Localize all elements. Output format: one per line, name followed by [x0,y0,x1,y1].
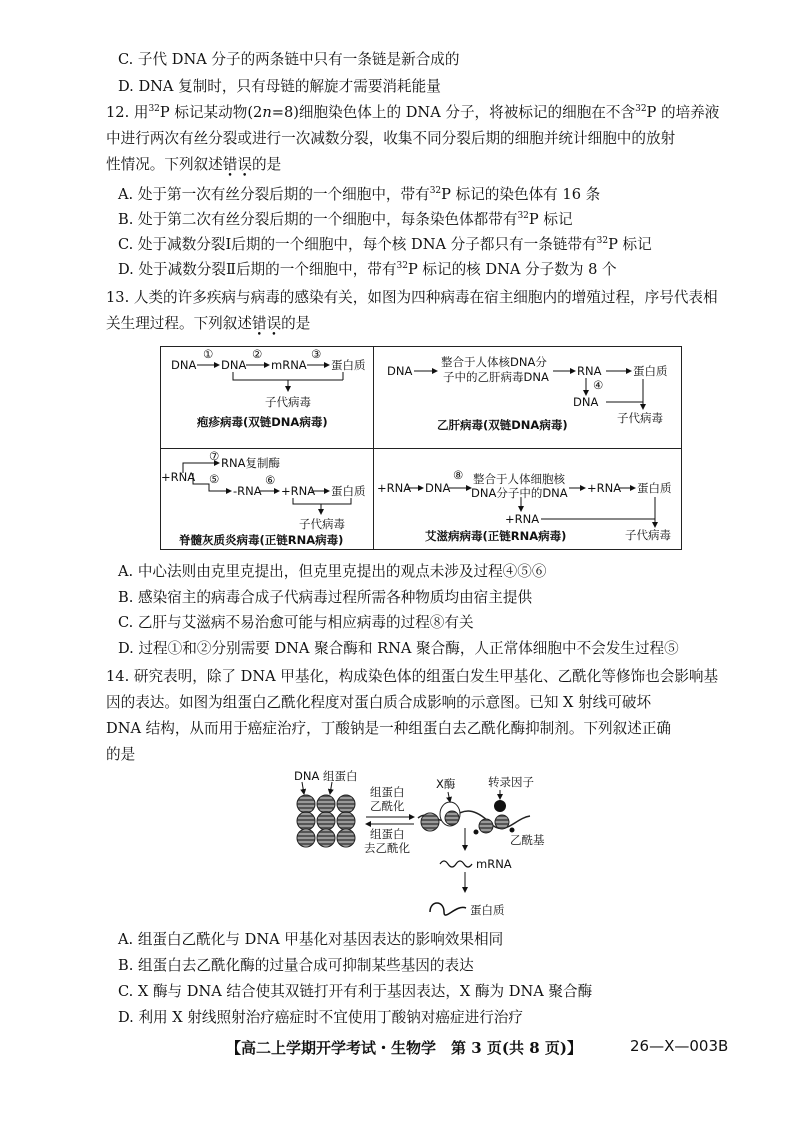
q12-text: C. 处于减数分裂Ⅰ后期的一个细胞中，每个核 DNA 分子都只有一条链带有 [118,236,597,253]
q13-text: 的是 [281,315,311,332]
q13-option-a: A. 中心法则由克里克提出，但克里克提出的观点未涉及过程④⑤⑥ [118,563,547,580]
arrow [233,372,343,380]
q14-stem-line1: 14. 研究表明，除了 DNA 甲基化，构成染色体的组蛋白发生甲基化、乙酰化等修饰也会影响基 [106,668,719,685]
superscript: 32 [429,186,442,196]
q13-option-b: B. 感染宿主的病毒合成子代病毒过程所需各种物质均由宿主提供 [118,589,533,606]
nucleosome-cluster [297,795,355,847]
q12-stem-line1 [106,103,719,123]
q12-text: A. 处于第一次有丝分裂后期的一个细胞中，带有 [118,186,430,203]
diagram-arrows [161,347,683,551]
label-mrna: mRNA [476,857,512,871]
hbv-integrate-2: 子中的乙肝病毒DNA [443,370,549,384]
hiv-plus-rna: +RNA [377,481,412,495]
label-deacetylation-2: 去乙酰化 [364,841,410,855]
q14-option-c: C. X 酶与 DNA 结合使其双链打开有利于基因表达，X 酶为 DNA 聚合酶 [118,983,593,1000]
q12-text: P 标记的染色体有 16 条 [441,186,601,203]
q12-stem-line2: 中进行两次有丝分裂或进行一次减数分裂，收集不同分裂后期的细胞并统计细胞中的放射 [106,130,676,147]
hiv-plus-rna-2: +RNA [587,481,622,495]
label-x-enzyme: X酶 [436,777,456,791]
hiv-integrate-2: DNA分子中的DNA [471,486,568,500]
superscript: 32 [396,261,408,271]
q12-text: P 的培养液 [646,104,720,121]
superscript: 32 [596,236,609,246]
herpes-protein: 蛋白质 [331,358,366,372]
q12-stem-line3 [106,155,281,175]
step-6-label: ⑥ [265,473,276,487]
hiv-integrate-1: 整合于人体细胞核 [473,472,565,486]
superscript: 32 [635,104,647,114]
label-acetylation-2: 乙酰化 [370,799,405,813]
q13-option-c: C. 乙肝与艾滋病不易治愈可能与相应病毒的过程⑧有关 [118,614,474,631]
step-4-label: ④ [593,378,604,392]
q12-option-d [118,260,617,280]
q12-option-c [118,235,652,255]
q12-text: =8)细胞染色体上的 DNA 分子，将被标记的细胞在不含 [271,104,636,121]
hiv-plus-rna-3: +RNA [505,512,540,526]
histone-figure [290,768,550,918]
step-7-label: ⑦ [209,449,220,463]
q12-text: P 标记 [608,236,652,253]
step-5-label: ⑤ [209,472,220,486]
herpes-child-virus: 子代病毒 [265,395,311,409]
q11-option-c: C. 子代 DNA 分子的两条链中只有一条链是新合成的 [118,51,460,68]
q11-option-d: D. DNA 复制时，只有母链的解旋才需要消耗能量 [118,78,441,95]
step-3-label: ③ [311,347,322,361]
q12-option-b [118,210,573,230]
herpes-dna1: DNA [171,358,197,372]
q12-text: P 标记的核 DNA 分子数为 8 个 [407,261,617,278]
emphasis-char: 错 [222,156,238,173]
hbv-dna2: DNA [573,395,599,409]
step-1-label: ① [203,347,214,361]
arrow [606,379,643,402]
page-footer-label: 【高二上学期开学考试・生物学 第 3 页(共 8 页)】 [226,1039,582,1057]
label-transcription-factor: 转录因子 [488,775,534,789]
hiv-dna: DNA [425,481,451,495]
polio-rna-replicase: RNA复制酶 [221,456,280,470]
q12-text: P 标记某动物(2 [159,104,263,121]
hbv-caption: 乙肝病毒(双链DNA病毒) [437,418,568,432]
open-chromatin [418,800,530,835]
q12-option-a [118,185,600,205]
hbv-protein: 蛋白质 [633,364,668,378]
q12-text: 性情况。下列叙述 [106,156,223,173]
step-2-label: ② [252,347,263,361]
label-dna-histone: DNA 组蛋白 [294,769,358,783]
exam-code: 26—X—003B [630,1037,729,1055]
q14-option-d: D. 利用 X 射线照射治疗癌症时不宜使用丁酸钠对癌症进行治疗 [118,1009,523,1026]
hiv-caption: 艾滋病病毒(正链RNA病毒) [425,529,567,543]
q14-stem-line4: 的是 [106,746,136,763]
label-acetyl-group: 乙酰基 [510,833,545,847]
q12-text: 12. 用 [106,104,149,121]
superscript: 32 [148,104,160,114]
virus-diagram [160,346,682,550]
hbv-dna: DNA [387,364,413,378]
q13-text: 关生理过程。下列叙述 [106,315,252,332]
q12-italic-n: n [262,104,272,121]
q13-option-d: D. 过程①和②分别需要 DNA 聚合酶和 RNA 聚合酶，人正常体细胞中不会发生过程⑤ [118,640,679,657]
q14-stem-line3: DNA 结构，从而用于癌症治疗，丁酸钠是一种组蛋白去乙酰化酶抑制剂。下列叙述正确 [106,720,672,737]
polio-protein: 蛋白质 [331,484,366,498]
hiv-protein: 蛋白质 [637,481,672,495]
hbv-integrate-1: 整合于人体核DNA分 [441,355,547,369]
superscript: 32 [517,211,529,221]
q14-option-a: A. 组蛋白乙酰化与 DNA 甲基化对基因表达的影响效果相同 [118,931,504,948]
emphasis-char: 误 [237,156,252,173]
q12-text: D. 处于减数分裂Ⅱ后期的一个细胞中，带有 [118,261,397,278]
herpes-dna2: DNA [221,358,247,372]
q13-stem-line2 [106,314,310,334]
q13-stem-line1: 13. 人类的许多疾病与病毒的感染有关，如图为四种病毒在宿主细胞内的增殖过程，序号代表相 [106,289,718,306]
q12-text: B. 处于第二次有丝分裂后期的一个细胞中，每条染色体都带有 [118,211,518,228]
polio-caption: 脊髓灰质炎病毒(正链RNA病毒) [179,533,344,547]
label-deacetylation-1: 组蛋白 [370,827,405,841]
polio-minus-rna: -RNA [233,484,262,498]
q12-text: 的是 [251,156,282,173]
label-acetylation-1: 组蛋白 [370,785,405,799]
emphasis-char: 误 [266,315,282,332]
hbv-rna: RNA [577,364,602,378]
q14-stem-line2: 因的表达。如图为组蛋白乙酰化程度对蛋白质合成影响的示意图。已知 X 射线可破坏 [106,694,652,711]
herpes-mrna: mRNA [271,358,307,372]
q12-text: P 标记 [528,211,573,228]
polio-child-virus: 子代病毒 [299,517,345,531]
hiv-child-virus: 子代病毒 [625,528,671,542]
arrow [541,497,655,519]
herpes-caption: 疱疹病毒(双链DNA病毒) [197,415,328,429]
emphasis-char: 错 [251,315,267,332]
q14-option-b: B. 组蛋白去乙酰化酶的过量合成可抑制某些基因的表达 [118,957,474,974]
polio-plus-rna-2: +RNA [281,484,316,498]
hbv-child-virus: 子代病毒 [617,411,663,425]
arrow [293,498,351,504]
label-protein: 蛋白质 [470,903,505,917]
step-8-label: ⑧ [453,468,464,482]
polio-plus-rna: +RNA [161,470,196,484]
